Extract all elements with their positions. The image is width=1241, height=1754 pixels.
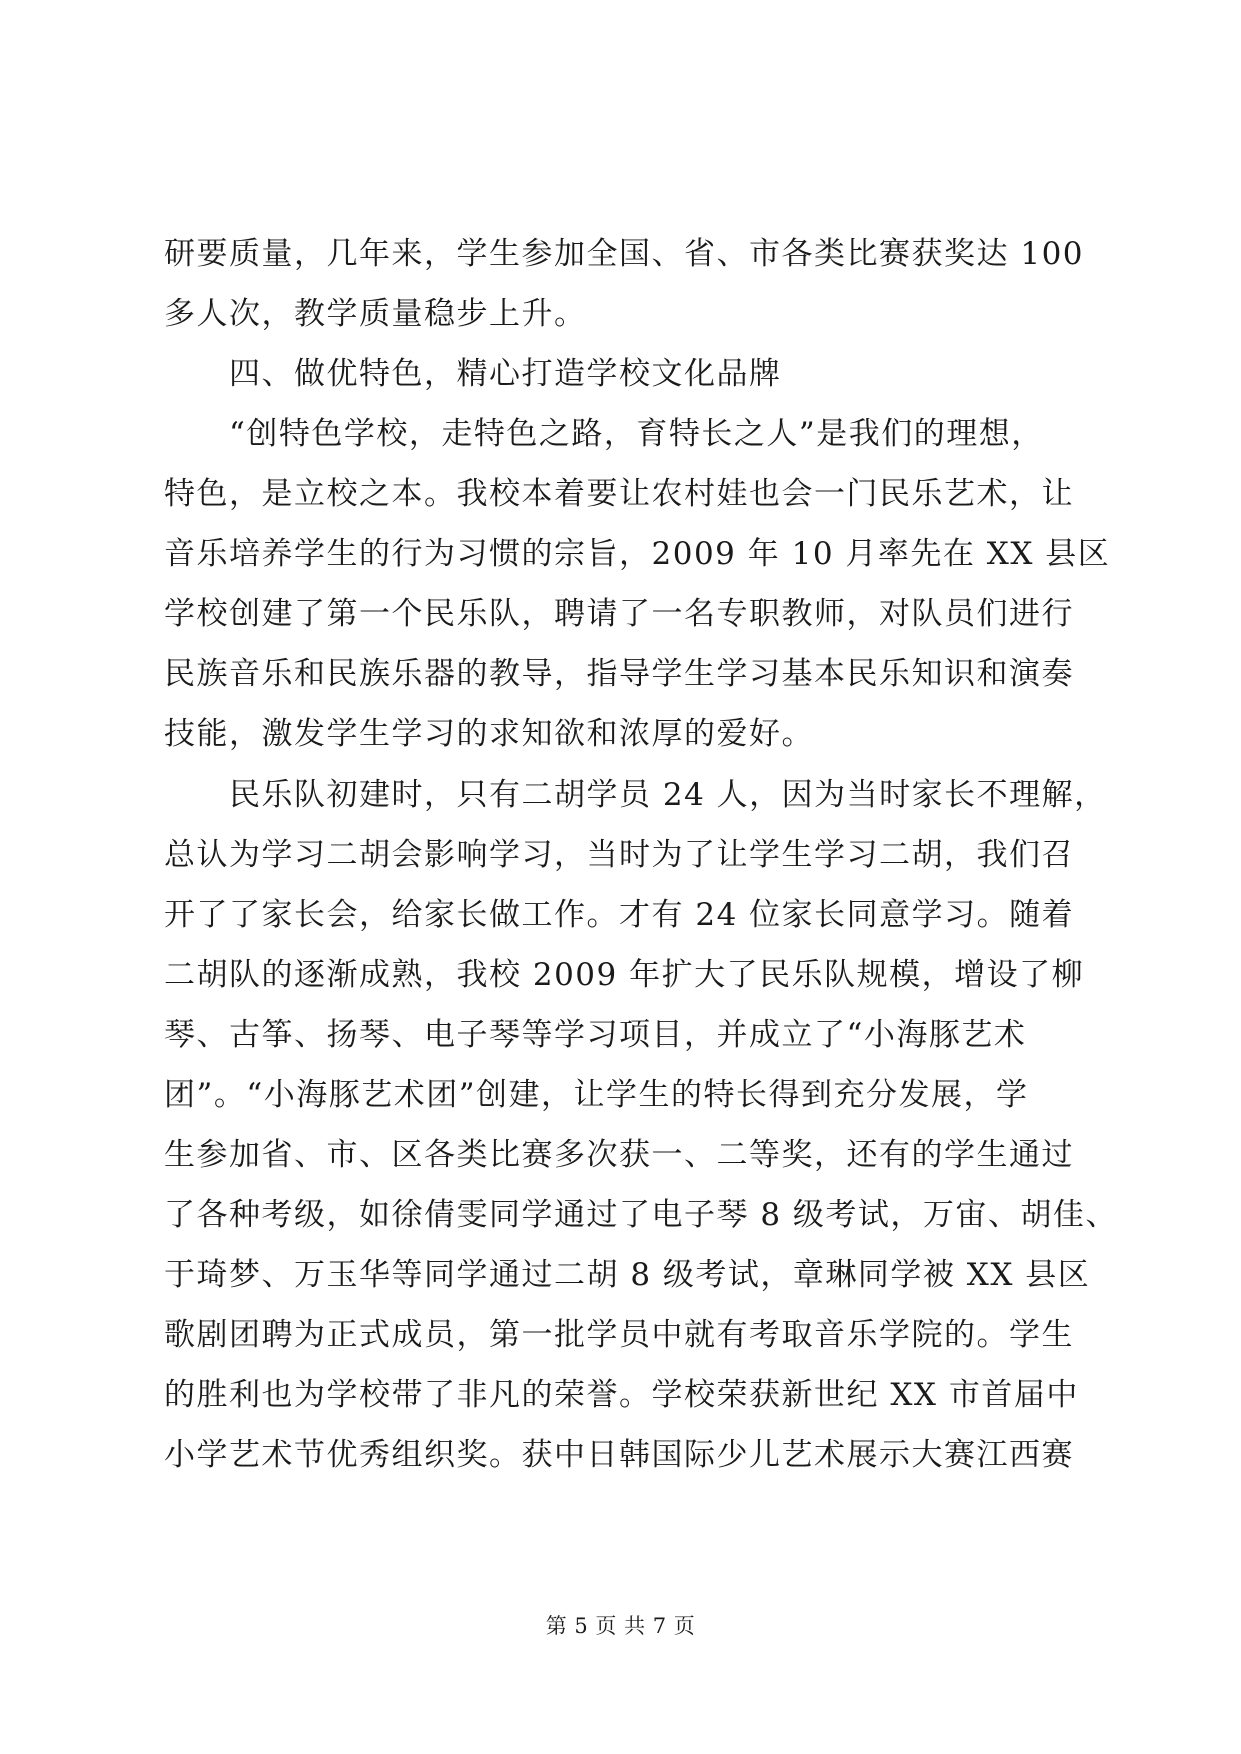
body-text-line: 小学艺术节优秀组织奖。获中日韩国际少儿艺术展示大赛江西赛 xyxy=(164,1437,1074,1473)
body-text-line: 开了了家长会，给家长做工作。才有 24 位家长同意学习。随着 xyxy=(164,897,1075,933)
body-text-line: 了各种考级，如徐倩雯同学通过了电子琴 8 级考试，万宙、胡佳、 xyxy=(164,1197,1118,1233)
body-text-line: 技能，激发学生学习的求知欲和浓厚的爱好。 xyxy=(164,716,814,752)
body-text-line: 生参加省、市、区各类比赛多次获一、二等奖，还有的学生通过 xyxy=(164,1137,1074,1173)
body-text-line: 音乐培养学生的行为习惯的宗旨，2009 年 10 月率先在 XX 县区 xyxy=(164,536,1111,572)
body-text-line: “创特色学校，走特色之路，育特长之人”是我们的理想， xyxy=(164,416,1044,452)
body-text-line: 多人次，教学质量稳步上升。 xyxy=(164,296,587,332)
section-heading: 四、做优特色，精心打造学校文化品牌 xyxy=(164,356,782,392)
body-text-line: 特色，是立校之本。我校本着要让农村娃也会一门民乐艺术，让 xyxy=(164,476,1074,512)
body-text-line: 二胡队的逐渐成熟，我校 2009 年扩大了民乐队规模，增设了柳 xyxy=(164,957,1085,993)
body-text-line: 于琦梦、万玉华等同学通过二胡 8 级考试，章琳同学被 XX 县区 xyxy=(164,1257,1091,1293)
body-text-line: 歌剧团聘为正式成员，第一批学员中就有考取音乐学院的。学生 xyxy=(164,1317,1074,1353)
body-text-line: 民族音乐和民族乐器的教导，指导学生学习基本民乐知识和演奏 xyxy=(164,656,1074,692)
body-text-line: 研要质量，几年来，学生参加全国、省、市各类比赛获奖达 100 xyxy=(164,236,1085,272)
body-text-line: 琴、古筝、扬琴、电子琴等学习项目，并成立了“小海豚艺术 xyxy=(164,1017,1027,1053)
body-text-line: 民乐队初建时，只有二胡学员 24 人，因为当时家长不理解， xyxy=(164,777,1107,813)
body-text-line: 的胜利也为学校带了非凡的荣誉。学校荣获新世纪 XX 市首届中 xyxy=(164,1377,1079,1413)
body-text-line: 总认为学习二胡会影响学习，当时为了让学生学习二胡，我们召 xyxy=(164,837,1074,873)
page-number-footer: 第 5 页 共 7 页 xyxy=(545,1614,696,1638)
body-text-line: 团”。“小海豚艺术团”创建，让学生的特长得到充分发展，学 xyxy=(164,1077,1029,1113)
body-text-line: 学校创建了第一个民乐队，聘请了一名专职教师，对队员们进行 xyxy=(164,596,1074,632)
